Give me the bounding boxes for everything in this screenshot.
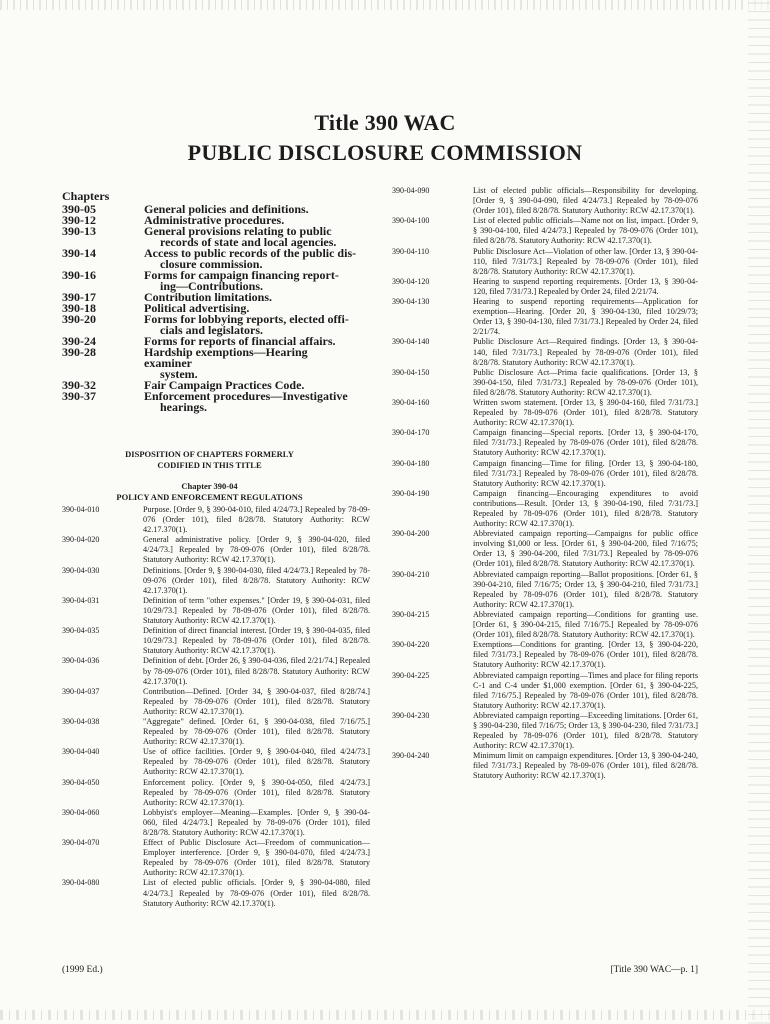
section-text: Definition of term "other expenses." [Order 19, § 390-04-031, filed 10/29/73.] Repealed by 78-09-076 (Order 101), filed 8/28/78. Statutory Authority: RCW 42.17.370(1). — [143, 595, 370, 626]
section-code: 390-04-170 — [392, 428, 430, 438]
chapter-row — [62, 248, 357, 270]
section-code: 390-04-070 — [62, 838, 100, 848]
section-code: 390-04-180 — [392, 458, 430, 468]
section-entry — [392, 640, 698, 670]
chapter-title-text: Administrative procedures. — [144, 213, 285, 227]
chapter-title — [144, 226, 357, 248]
scan-edge-top — [0, 0, 770, 10]
footer-page-number: [Title 390 WAC—p. 1] — [610, 965, 698, 975]
section-text: List of elected public officials. [Order 9, § 390-04-080, filed 4/24/73.] Repealed by 78-09-076 (Order 101), filed 8/28/78. Statutory Authority: RCW 42.17.370(1). — [143, 878, 370, 908]
section-entry — [392, 247, 698, 277]
section-code: 390-04-130 — [392, 297, 430, 307]
chapter-number: 390-18 — [62, 301, 96, 315]
chapter-row — [62, 347, 357, 380]
chapter-title-text: Forms for reports of financial affairs. — [144, 334, 336, 348]
section-entry — [392, 610, 698, 640]
section-code: 390-04-210 — [392, 569, 430, 579]
section-text: Exemptions—Conditions for granting. [Order 13, § 390-04-220, filed 7/31/73.] Repealed by 78-09-076 (Order 101), filed 8/28/78. Statutory Authority: RCW 42.17.370(1). — [473, 640, 698, 670]
section-code: 390-04-035 — [62, 626, 100, 636]
section-code: 390-04-140 — [392, 337, 430, 347]
chapter-title-text: Forms for lobbying reports, elected offi- — [144, 312, 349, 326]
section-text: Public Disclosure Act—Required findings. [Order 13, § 390-04-140, filed 7/31/73.] Repealed by 78-09-076 (Order 101), filed 8/28/78. Statutory Authority: RCW 42.17.370(1). — [473, 337, 698, 367]
section-text: Public Disclosure Act—Violation of other law. [Order 13, § 390-04-110, filed 7/31/73.] Repealed by 78-09-076 (Order 101), filed 8/28/78. Statutory Authority: RCW 42.17.370(1). — [473, 246, 698, 276]
section-text: Contribution—Defined. [Order 34, § 390-04-037, filed 8/28/74.] Repealed by 78-09-076 (Order 101), filed 8/28/78. Statutory Authority: RCW 42.17.370(1). — [143, 686, 370, 716]
section-code: 390-04-060 — [62, 807, 100, 817]
section-code: 390-04-240 — [392, 751, 430, 761]
section-text: Definition of debt. [Order 26, § 390-04-036, filed 2/21/74.] Repealed by 78-09-076 (Order 101), filed 8/28/78. Statutory Authority: RCW 42.17.370(1). — [143, 656, 370, 686]
chapters-container — [62, 204, 357, 413]
section-text: Campaign financing—Encouraging expenditures to avoid contributions—Result. [Order 13, § 390-04-190, filed 7/31/73.] Repealed by 78-09-076 (Order 101), filed 8/28/78. Statutory Authority: RCW 42.17.370(1). — [473, 488, 698, 529]
left-section-entries — [62, 505, 370, 909]
chapter-title — [144, 248, 357, 270]
section-text: Enforcement policy. [Order 9, § 390-04-050, filed 4/24/73.] Repealed by 78-09-076 (Order 101), filed 8/28/78. Statutory Authority: RCW 42.17.370(1). — [143, 777, 370, 807]
chapter-title-continuation: system. — [160, 367, 198, 381]
section-code: 390-04-120 — [392, 276, 430, 286]
chapter-title — [144, 270, 357, 292]
section-code: 390-04-030 — [62, 565, 100, 575]
section-entry — [392, 297, 698, 337]
chapter-title-text: Political advertising. — [144, 301, 250, 315]
section-text: Abbreviated campaign reporting—Ballot propositions. [Order 61, § 390-04-210, filed 7/16/75; Order 13, § 390-04-210, filed 7/31/73.] Repealed by 78-09-076 (Order 101), filed 8/28/78. Statutory Authority: RCW 42.17.370(1). — [473, 569, 698, 609]
section-entry — [62, 656, 370, 686]
chapter-number: 390-13 — [62, 224, 96, 238]
section-entry — [62, 626, 370, 656]
chapter-title-continuation: closure commission. — [160, 257, 263, 271]
section-code: 390-04-038 — [62, 716, 100, 726]
section-text: Public Disclosure Act—Prima facie qualifications. [Order 13, § 390-04-150, filed 7/31/73.] Repealed by 78-09-076 (Order 101), filed 8/28/78. Statutory Authority: RCW 42.17.370(1). — [473, 367, 698, 397]
title-line-1: Title 390 WAC — [314, 110, 456, 135]
section-entry — [62, 717, 370, 747]
chapter-title-text: Enforcement procedures—Investigative — [144, 389, 348, 403]
section-code: 390-04-010 — [62, 505, 100, 514]
section-entry — [62, 808, 370, 838]
section-text: Written sworn statement. [Order 13, § 390-04-160, filed 7/31/73.] Repealed by 78-09-076 (Order 101), filed 8/28/78. Statutory Authority: RCW 42.17.370(1). — [473, 397, 698, 428]
section-text: "Aggregate" defined. [Order 61, § 390-04-038, filed 7/16/75.] Repealed by 78-09-076 (Order 101), filed 8/28/78. Statutory Authority: RCW 42.17.370(1). — [143, 716, 370, 747]
chapter-number: 390-24 — [62, 334, 96, 348]
section-text: List of elected public officials—Responsibility for developing. [Order 9, § 390-04-090, filed 4/24/73.] Repealed by 78-09-076 (Order 101), filed 8/28/78. Statutory Authority: RCW 42.17.370(1). — [473, 186, 698, 216]
scan-edge-bottom — [0, 1010, 770, 1020]
section-entry — [392, 216, 698, 246]
chapter-row — [62, 226, 357, 248]
section-entry — [62, 535, 370, 565]
section-text: General administrative policy. [Order 9, § 390-04-020, filed 4/24/73.] Repealed by 78-09-076 (Order 101), filed 8/28/78. Statutory Authority: RCW 42.17.370(1). — [143, 535, 370, 565]
chapter-number: 390-12 — [62, 213, 96, 227]
chapter-number: 390-37 — [62, 389, 96, 403]
section-code: 390-04-230 — [392, 710, 430, 720]
section-code: 390-04-050 — [62, 777, 100, 787]
chapters-list — [62, 190, 357, 413]
section-entry — [392, 398, 698, 428]
section-code: 390-04-037 — [62, 686, 100, 696]
section-code: 390-04-200 — [392, 529, 430, 539]
section-code: 390-04-080 — [62, 878, 100, 888]
title-line-2: PUBLIC DISCLOSURE COMMISSION — [187, 140, 583, 165]
footer-edition: (1999 Ed.) — [62, 965, 103, 975]
section-code: 390-04-220 — [392, 640, 430, 650]
disposition-heading-line-1: DISPOSITION OF CHAPTERS FORMERLY — [125, 449, 294, 459]
section-entry — [392, 489, 698, 529]
chapter-title-text: Forms for campaign financing report- — [144, 268, 339, 282]
section-code: 390-04-090 — [392, 186, 430, 195]
section-entry — [62, 566, 370, 596]
section-text: Campaign financing—Time for filing. [Order 13, § 390-04-180, filed 7/31/73.] Repealed by 78-09-076 (Order 101), filed 8/28/78. Statutory Authority: RCW 42.17.370(1). — [473, 458, 698, 488]
chapter-title-text: Fair Campaign Practices Code. — [144, 378, 305, 392]
section-code: 390-04-190 — [392, 488, 430, 498]
section-entry — [392, 428, 698, 458]
section-text: Hearing to suspend reporting requirements. [Order 13, § 390-04-120, filed 7/31/73.] Repealed by Order 24, filed 2/21/74. — [473, 276, 698, 296]
section-text: Effect of Public Disclosure Act—Freedom of communication—Employer interference. [Order 9, § 390-04-070, filed 4/24/73.] Repealed by 78-09-076 (Order 101), filed 8/28/78. Statutory Authority: RCW 42.17.370(1). — [143, 838, 370, 878]
right-section-entries — [392, 186, 698, 782]
chapter-number: 390-17 — [62, 290, 96, 304]
section-text: Minimum limit on campaign expenditures. [Order 13, § 390-04-240, filed 7/31/73.] Repealed by 78-09-076 (Order 101), filed 8/28/78. Statutory Authority: RCW 42.17.370(1). — [473, 751, 698, 781]
chapter-row — [62, 270, 357, 292]
chapter-title — [144, 314, 357, 336]
section-entry — [62, 778, 370, 808]
section-text: Definitions. [Order 9, § 390-04-030, filed 4/24/73.] Repealed by 78-09-076 (Order 101), filed 8/28/78. Statutory Authority: RCW 42.17.370(1). — [143, 565, 370, 595]
chapter-title-continuation: cials and legislators. — [160, 323, 264, 337]
section-entry — [392, 671, 698, 711]
chapter-heading-line-2: POLICY AND ENFORCEMENT REGULATIONS — [116, 492, 303, 502]
chapters-heading: Chapters — [62, 189, 110, 203]
section-text: Lobbyist's employer—Meaning—Examples. [Order 9, § 390-04-060, filed 4/24/73.] Repealed by 78-09-076 (Order 101), filed 8/28/78. Statutory Authority: RCW 42.17.370(1). — [143, 807, 370, 837]
section-entry — [62, 687, 370, 717]
chapter-title — [144, 347, 357, 380]
section-entry — [62, 596, 370, 626]
section-text: Hearing to suspend reporting requirements—Application for exemption—Hearing. [Order 20, § 390-04-130, filed 10/29/73; Order 13, § 390-04-130, filed 7/31/73.] Repealed by Order 24, filed 2/21/74. — [473, 297, 698, 337]
chapter-title-text: Access to public records of the public dis- — [144, 246, 357, 260]
section-text: Use of office facilities. [Order 9, § 390-04-040, filed 4/24/73.] Repealed by 78-09-076 (Order 101), filed 8/28/78. Statutory Authority: RCW 42.17.370(1). — [143, 747, 370, 777]
chapter-number: 390-14 — [62, 246, 96, 260]
section-entry — [62, 747, 370, 777]
chapter-number: 390-05 — [62, 202, 96, 216]
section-code: 390-04-215 — [392, 609, 430, 619]
section-entry — [392, 337, 698, 367]
section-code: 390-04-031 — [62, 595, 100, 605]
chapter-title-text: General policies and definitions. — [144, 202, 309, 216]
disposition-heading — [62, 449, 357, 471]
section-entry — [392, 277, 698, 297]
section-entry — [62, 505, 370, 535]
chapter-title-continuation: hearings. — [160, 400, 208, 414]
section-text: Purpose. [Order 9, § 390-04-010, filed 4/24/73.] Repealed by 78-09-076 (Order 101), filed 8/28/78. Statutory Authority: RCW 42.17.370(1). — [143, 505, 370, 535]
section-text: Definition of direct financial interest. [Order 19, § 390-04-035, filed 10/29/73.] Repealed by 78-09-076 (Order 101), filed 8/28/78. Statutory Authority: RCW 42.17.370(1). — [143, 626, 370, 656]
section-text: Abbreviated campaign reporting—Conditions for granting use. [Order 61, § 390-04-215, filed 7/16/75.] Repealed by 78-09-076 (Order 101), filed 8/28/78. Statutory Authority: RCW 42.17.370(1). — [473, 609, 698, 640]
section-code: 390-04-020 — [62, 535, 100, 545]
section-text: List of elected public officials—Name not on list, impact. [Order 9, § 390-04-100, filed 4/24/73.] Repealed by 78-09-076 (Order 101), filed 8/28/78. Statutory Authority: RCW 42.17.370(1). — [473, 216, 698, 246]
section-entry — [62, 838, 370, 878]
section-code: 390-04-100 — [392, 216, 430, 226]
section-text: Abbreviated campaign reporting—Exceeding limitations. [Order 61, § 390-04-230, filed 7/16/75; Order 13, § 390-04-230, filed 7/31/73.] Repealed by 78-09-076 (Order 101), filed 8/28/78. Statutory Authority: RCW 42.17.370(1). — [473, 710, 698, 751]
section-entry — [392, 186, 698, 216]
section-entry — [62, 878, 370, 908]
chapter-heading — [62, 481, 357, 503]
section-text: Abbreviated campaign reporting—Times and place for filing reports C-1 and C-4 under $1,000 exemption. [Order 61, § 390-04-225, filed 7/16/75.] Repealed by 78-09-076 (Order 101), filed 8/28/78. Statutory Authority: RCW 42.17.370(1). — [473, 670, 698, 710]
chapter-number: 390-32 — [62, 378, 96, 392]
section-entry — [392, 368, 698, 398]
chapter-title-continuation: ing—Contributions. — [160, 279, 264, 293]
section-code: 390-04-110 — [392, 246, 430, 256]
section-entry — [392, 751, 698, 781]
section-code: 390-04-036 — [62, 656, 100, 666]
chapter-title-text: Contribution limitations. — [144, 290, 273, 304]
disposition-heading-line-2: CODIFIED IN THIS TITLE — [157, 460, 262, 470]
chapter-title-text: Hardship exemptions—Hearing examiner — [144, 345, 308, 370]
section-entry — [392, 570, 698, 610]
section-text: Abbreviated campaign reporting—Campaigns for public office involving $1,000 or less. [Order 61, § 390-04-200, filed 7/16/75; Order 13, § 390-04-200, filed 7/31/73.] Repealed by 78-09-076 (Order 101), filed 8/28/78. Statutory Authority: RCW 42.17.370(1). — [473, 529, 698, 569]
section-code: 390-04-040 — [62, 747, 100, 757]
chapter-title-continuation: records of state and local agencies. — [160, 235, 337, 249]
section-entry — [392, 711, 698, 751]
chapter-number: 390-28 — [62, 345, 96, 359]
chapter-title — [144, 391, 357, 413]
section-code: 390-04-160 — [392, 397, 430, 407]
section-entry — [392, 529, 698, 569]
section-text: Campaign financing—Special reports. [Order 13, § 390-04-170, filed 7/31/73.] Repealed by 78-09-076 (Order 101), filed 8/28/78. Statutory Authority: RCW 42.17.370(1). — [473, 428, 698, 458]
chapter-title-text: General provisions relating to public — [144, 224, 332, 238]
section-entry — [392, 459, 698, 489]
chapter-number: 390-20 — [62, 312, 96, 326]
chapter-number: 390-16 — [62, 268, 96, 282]
chapter-heading-line-1: Chapter 390-04 — [181, 481, 238, 491]
chapter-row — [62, 314, 357, 336]
section-code: 390-04-150 — [392, 367, 430, 377]
section-code: 390-04-225 — [392, 670, 430, 680]
chapter-row — [62, 391, 357, 413]
